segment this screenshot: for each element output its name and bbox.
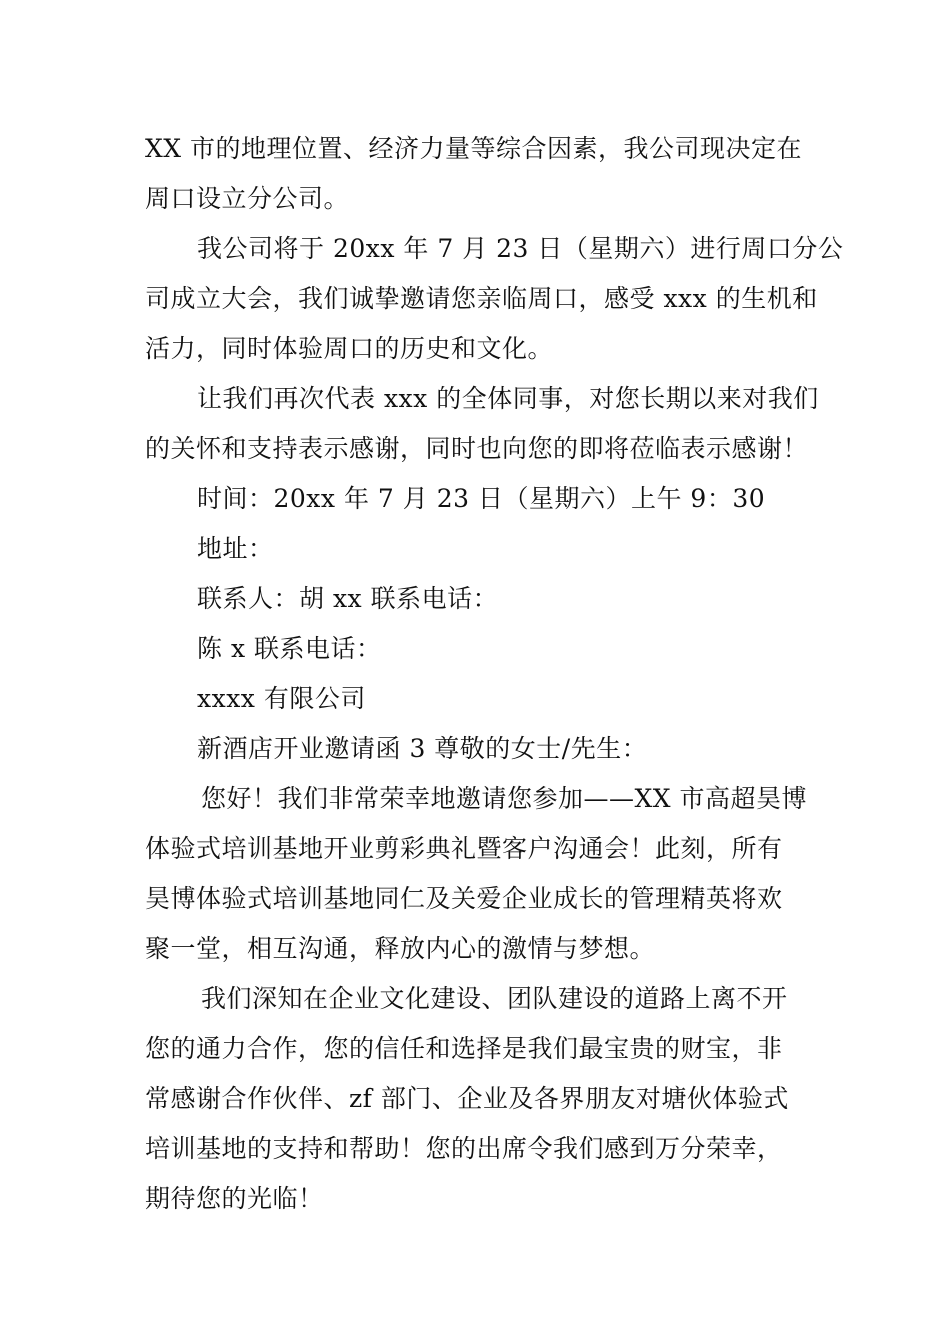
text-line: xxxx 有限公司 [197, 684, 366, 713]
text-line: 常感谢合作伙伴、zf 部门、企业及各界朋友对塘伙体验式 [145, 1084, 789, 1113]
text-line: 联系人：胡 xx 联系电话： [197, 584, 499, 613]
contact-person-chen [145, 624, 815, 674]
text-line: XX 市的地理位置、经济力量等综合因素，我公司现决定在 [145, 134, 803, 163]
paragraph-location-decision [145, 124, 815, 224]
text-line: 培训基地的支持和帮助！您的出席令我们感到万分荣幸， [145, 1134, 783, 1163]
text-line: 新酒店开业邀请函 3 尊敬的女士/先生： [197, 734, 648, 763]
text-line: 地址： [197, 534, 274, 563]
invitation-heading [145, 724, 815, 774]
paragraph-founding-meeting [145, 224, 844, 374]
text-line: 周口设立分公司。 [145, 184, 350, 213]
text-line: 我们深知在企业文化建设、团队建设的道路上离不开 [201, 984, 788, 1013]
text-line: 的关怀和支持表示感谢，同时也向您的即将莅临表示感谢！ [145, 434, 809, 463]
paragraph-thanks [145, 374, 819, 474]
contact-person-hu [145, 574, 815, 624]
text-line: 聚一堂，相互沟通，释放内心的激情与梦想。 [145, 934, 656, 963]
text-line: 让我们再次代表 xxx 的全体同事，对您长期以来对我们 [197, 384, 819, 413]
text-line: 您好！我们非常荣幸地邀请您参加——XX 市高超昊博 [201, 784, 808, 813]
text-line: 陈 x 联系电话： [197, 634, 382, 663]
text-line: 体验式培训基地开业剪彩典礼暨客户沟通会！此刻，所有 [145, 834, 783, 863]
paragraph-greeting [145, 774, 815, 974]
text-line: 司成立大会，我们诚挚邀请您亲临周口，感受 xxx 的生机和 [145, 284, 818, 313]
event-address [145, 524, 815, 574]
text-line: 活力，同时体验周口的历史和文化。 [145, 334, 554, 363]
paragraph-appreciation [145, 974, 815, 1224]
text-line: 我公司将于 20xx 年 7 月 23 日（星期六）进行周口分公 [197, 234, 844, 263]
company-signature [145, 674, 815, 724]
text-line: 期待您的光临！ [145, 1184, 324, 1213]
text-line: 您的通力合作，您的信任和选择是我们最宝贵的财宝，非 [145, 1034, 783, 1063]
event-time [145, 474, 815, 524]
text-line: 昊博体验式培训基地同仁及关爱企业成长的管理精英将欢 [145, 884, 783, 913]
text-line: 时间：20xx 年 7 月 23 日（星期六）上午 9：30 [197, 484, 766, 513]
